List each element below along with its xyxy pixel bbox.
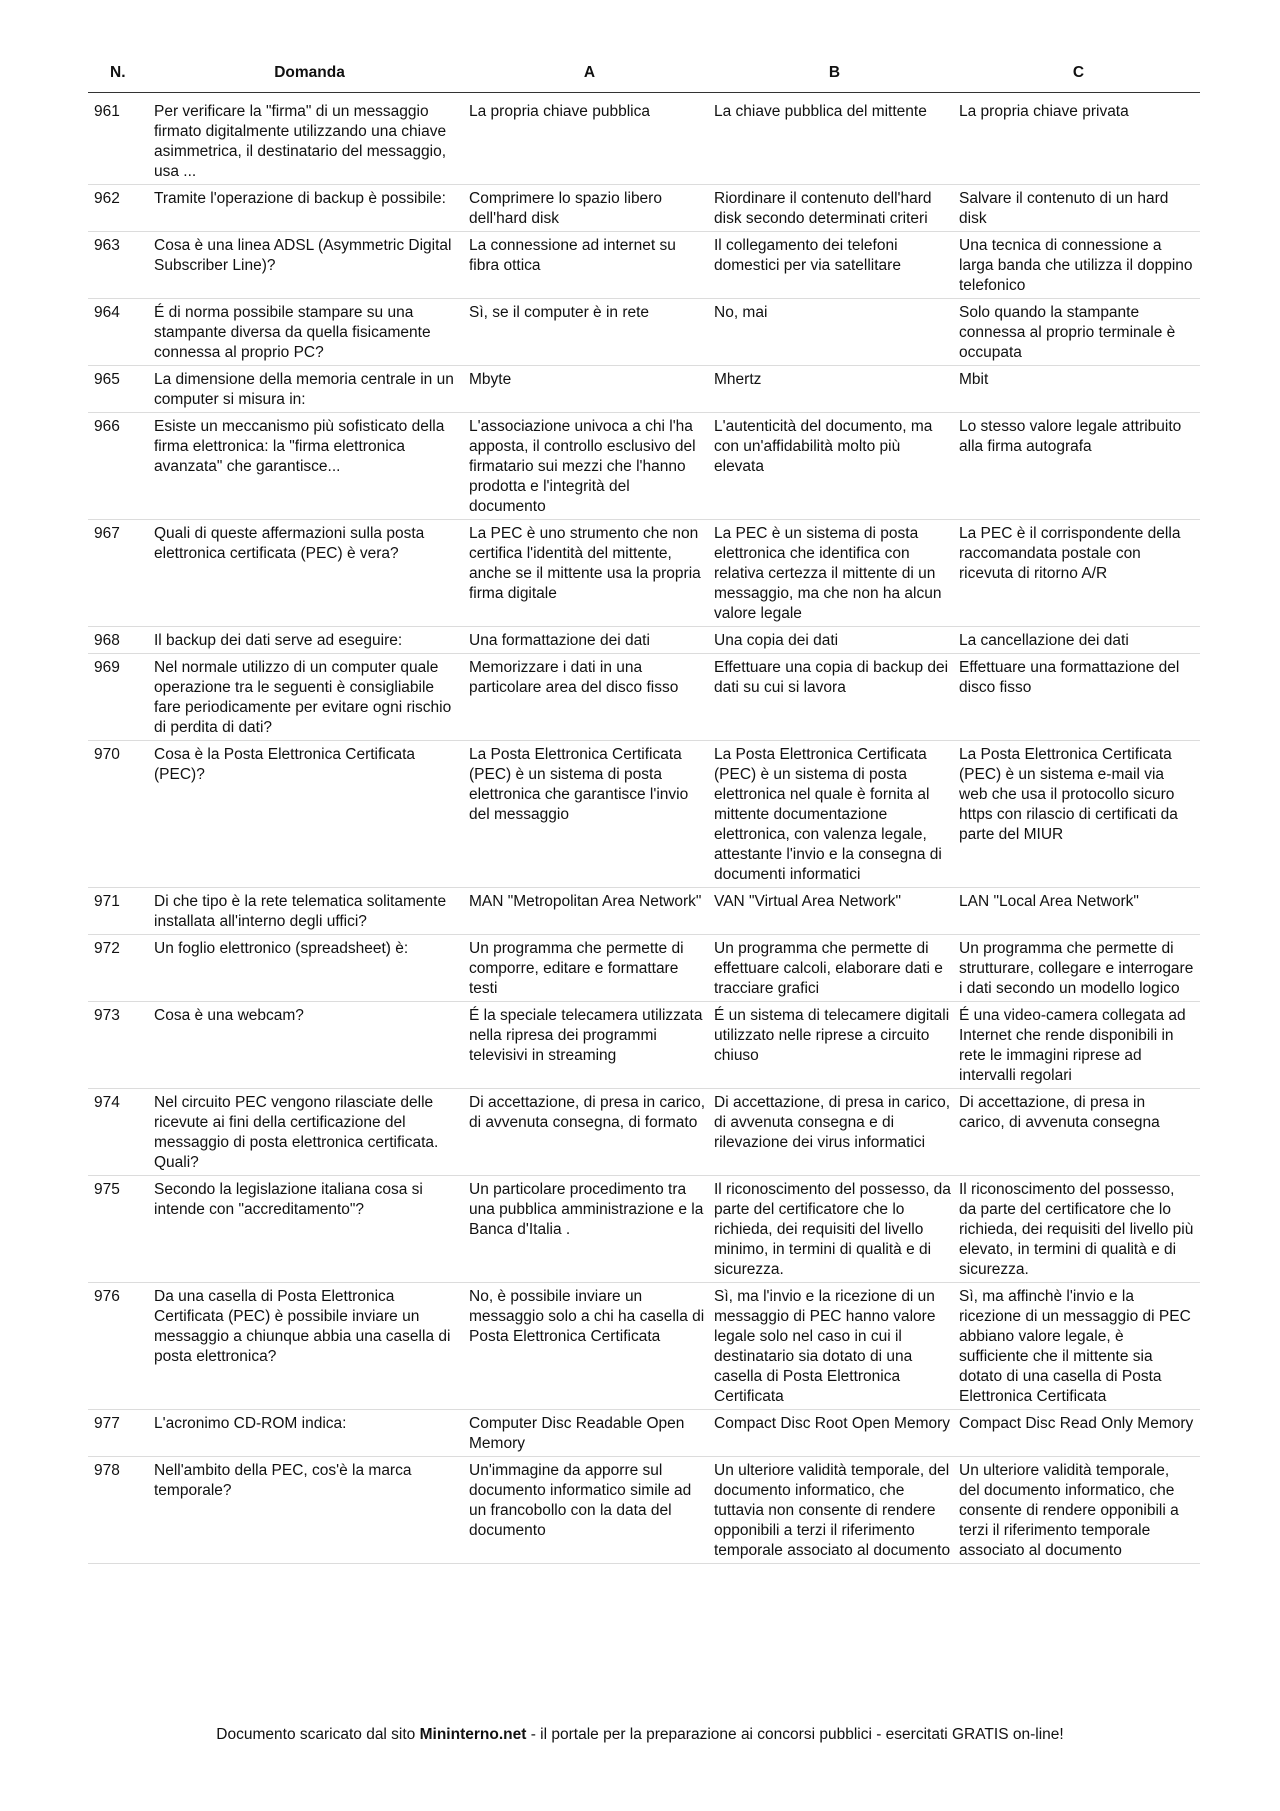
footer	[0, 1726, 1280, 1744]
question-text: É di norma possibile stampare su una stampante diversa da quella fisicamente connessa al proprio PC?	[152, 299, 467, 366]
question-text: Cosa è una linea ADSL (Asymmetric Digital Subscriber Line)?	[152, 232, 467, 299]
option-c: Lo stesso valore legale attribuito alla firma autografa	[957, 413, 1200, 520]
table-row	[88, 1002, 1200, 1089]
option-a: La connessione ad internet su fibra ottica	[467, 232, 712, 299]
option-b: Effettuare una copia di backup dei dati su cui si lavora	[712, 654, 957, 741]
option-a: Un'immagine da apporre sul documento informatico simile ad un francobollo con la data del documento	[467, 1457, 712, 1564]
option-b: Di accettazione, di presa in carico, di avvenuta consegna e di rilevazione dei virus informatici	[712, 1089, 957, 1176]
option-c: La cancellazione dei dati	[957, 627, 1200, 654]
table-row	[88, 413, 1200, 520]
table-row	[88, 1410, 1200, 1457]
table-row	[88, 1176, 1200, 1283]
question-number: 968	[88, 627, 152, 654]
table-row	[88, 1283, 1200, 1410]
option-a: La PEC è uno strumento che non certifica l'identità del mittente, anche se il mittente usa la propria firma digitale	[467, 520, 712, 627]
question-number: 974	[88, 1089, 152, 1176]
option-c: Il riconoscimento del possesso, da parte del certificatore che lo richieda, dei requisiti del livello più elevato, in termini di qualità e di sicurezza.	[957, 1176, 1200, 1283]
table-row	[88, 654, 1200, 741]
question-text: La dimensione della memoria centrale in un computer si misura in:	[152, 366, 467, 413]
header-number: N.	[88, 56, 152, 93]
table-row	[88, 741, 1200, 888]
option-c: Un programma che permette di strutturare, collegare e interrogare i dati secondo un modello logico	[957, 935, 1200, 1002]
question-text: Per verificare la "firma" di un messaggio firmato digitalmente utilizzando una chiave asimmetrica, il destinatario del messaggio, usa ...	[152, 93, 467, 185]
question-number: 962	[88, 185, 152, 232]
question-number: 963	[88, 232, 152, 299]
option-b: No, mai	[712, 299, 957, 366]
option-c: Effettuare una formattazione del disco fisso	[957, 654, 1200, 741]
question-text: Secondo la legislazione italiana cosa si intende con "accreditamento"?	[152, 1176, 467, 1283]
option-b: L'autenticità del documento, ma con un'affidabilità molto più elevata	[712, 413, 957, 520]
table-row	[88, 232, 1200, 299]
option-c: Di accettazione, di presa in carico, di avvenuta consegna	[957, 1089, 1200, 1176]
question-text: Nel circuito PEC vengono rilasciate delle ricevute ai fini della certificazione del messaggio di posta elettronica certificata. Quali?	[152, 1089, 467, 1176]
option-c: LAN "Local Area Network"	[957, 888, 1200, 935]
option-c: Solo quando la stampante connessa al proprio terminale è occupata	[957, 299, 1200, 366]
question-text: Di che tipo è la rete telematica solitamente installata all'interno degli uffici?	[152, 888, 467, 935]
table-row	[88, 366, 1200, 413]
option-a: MAN "Metropolitan Area Network"	[467, 888, 712, 935]
table-row	[88, 299, 1200, 366]
option-c: Mbit	[957, 366, 1200, 413]
question-text: Cosa è una webcam?	[152, 1002, 467, 1089]
table-row	[88, 627, 1200, 654]
footer-prefix: Documento scaricato dal sito	[216, 1726, 420, 1743]
question-number: 970	[88, 741, 152, 888]
option-c: Una tecnica di connessione a larga banda che utilizza il doppino telefonico	[957, 232, 1200, 299]
header-option-c: C	[957, 56, 1200, 93]
question-number: 972	[88, 935, 152, 1002]
option-b: La PEC è un sistema di posta elettronica che identifica con relativa certezza il mittente di un messaggio, ma che non ha alcun valore legale	[712, 520, 957, 627]
option-c: Salvare il contenuto di un hard disk	[957, 185, 1200, 232]
question-number: 969	[88, 654, 152, 741]
header-question: Domanda	[152, 56, 467, 93]
question-text: Esiste un meccanismo più sofisticato della firma elettronica: la "firma elettronica avanzata" che garantisce...	[152, 413, 467, 520]
option-a: Un particolare procedimento tra una pubblica amministrazione e la Banca d'Italia .	[467, 1176, 712, 1283]
option-a: La propria chiave pubblica	[467, 93, 712, 185]
option-c: Compact Disc Read Only Memory	[957, 1410, 1200, 1457]
option-b: Sì, ma l'invio e la ricezione di un messaggio di PEC hanno valore legale solo nel caso in cui il destinatario sia dotato di una casella di Posta Elettronica Certificata	[712, 1283, 957, 1410]
question-text: Nell'ambito della PEC, cos'è la marca temporale?	[152, 1457, 467, 1564]
option-c: Sì, ma affinchè l'invio e la ricezione di un messaggio di PEC abbiano valore legale, è sufficiente che il mittente sia dotato di una casella di Posta Elettronica Certificata	[957, 1283, 1200, 1410]
question-number: 965	[88, 366, 152, 413]
option-b: Un programma che permette di effettuare calcoli, elaborare dati e tracciare grafici	[712, 935, 957, 1002]
option-a: Un programma che permette di comporre, editare e formattare testi	[467, 935, 712, 1002]
option-b: VAN "Virtual Area Network"	[712, 888, 957, 935]
table-row	[88, 185, 1200, 232]
option-a: La Posta Elettronica Certificata (PEC) è un sistema di posta elettronica che garantisce l'invio del messaggio	[467, 741, 712, 888]
question-number: 978	[88, 1457, 152, 1564]
question-text: Un foglio elettronico (spreadsheet) è:	[152, 935, 467, 1002]
option-c: Un ulteriore validità temporale, del documento informatico, che consente di rendere opponibili a terzi il riferimento temporale associato al documento	[957, 1457, 1200, 1564]
option-b: Riordinare il contenuto dell'hard disk secondo determinati criteri	[712, 185, 957, 232]
option-c: La Posta Elettronica Certificata (PEC) è un sistema e-mail via web che usa il protocollo sicuro https con rilascio di certificati da parte del MIUR	[957, 741, 1200, 888]
question-text: Cosa è la Posta Elettronica Certificata (PEC)?	[152, 741, 467, 888]
header-row	[88, 56, 1200, 93]
option-b: La Posta Elettronica Certificata (PEC) è un sistema di posta elettronica nel quale è fornita al mittente documentazione elettronica, con valenza legale, attestante l'invio e la consegna di documenti informatici	[712, 741, 957, 888]
header-option-b: B	[712, 56, 957, 93]
option-a: Mbyte	[467, 366, 712, 413]
option-b: Un ulteriore validità temporale, del documento informatico, che tuttavia non consente di rendere opponibili a terzi il riferimento temporale associato al documento	[712, 1457, 957, 1564]
footer-site-name: Mininterno.net	[419, 1726, 527, 1743]
question-number: 977	[88, 1410, 152, 1457]
question-text: Il backup dei dati serve ad eseguire:	[152, 627, 467, 654]
question-number: 973	[88, 1002, 152, 1089]
question-number: 966	[88, 413, 152, 520]
option-a: Computer Disc Readable Open Memory	[467, 1410, 712, 1457]
question-text: Quali di queste affermazioni sulla posta elettronica certificata (PEC) è vera?	[152, 520, 467, 627]
header-option-a: A	[467, 56, 712, 93]
option-a: No, è possibile inviare un messaggio solo a chi ha casella di Posta Elettronica Certificata	[467, 1283, 712, 1410]
quiz-table	[88, 56, 1200, 1564]
option-b: Il riconoscimento del possesso, da parte del certificatore che lo richieda, dei requisiti del livello minimo, in termini di qualità e di sicurezza.	[712, 1176, 957, 1283]
question-number: 964	[88, 299, 152, 366]
table-row	[88, 935, 1200, 1002]
question-number: 967	[88, 520, 152, 627]
question-number: 971	[88, 888, 152, 935]
quiz-body	[88, 93, 1200, 1564]
option-a: Una formattazione dei dati	[467, 627, 712, 654]
option-c: La propria chiave privata	[957, 93, 1200, 185]
option-a: L'associazione univoca a chi l'ha apposta, il controllo esclusivo del firmatario sui mezzi che l'hanno prodotta e l'integrità del documento	[467, 413, 712, 520]
option-b: La chiave pubblica del mittente	[712, 93, 957, 185]
table-row	[88, 1089, 1200, 1176]
question-number: 975	[88, 1176, 152, 1283]
option-b: Mhertz	[712, 366, 957, 413]
option-c: É una video-camera collegata ad Internet che rende disponibili in rete le immagini riprese ad intervalli regolari	[957, 1002, 1200, 1089]
table-row	[88, 888, 1200, 935]
option-b: Compact Disc Root Open Memory	[712, 1410, 957, 1457]
footer-suffix: - il portale per la preparazione ai concorsi pubblici - esercitati GRATIS on-line!	[526, 1726, 1064, 1743]
option-a: É la speciale telecamera utilizzata nella ripresa dei programmi televisivi in streaming	[467, 1002, 712, 1089]
question-number: 976	[88, 1283, 152, 1410]
table-row	[88, 1457, 1200, 1564]
option-b: Una copia dei dati	[712, 627, 957, 654]
table-row	[88, 93, 1200, 185]
option-b: Il collegamento dei telefoni domestici per via satellitare	[712, 232, 957, 299]
question-text: Da una casella di Posta Elettronica Certificata (PEC) è possibile inviare un messaggio a chiunque abbia una casella di posta elettronica?	[152, 1283, 467, 1410]
option-c: La PEC è il corrispondente della raccomandata postale con ricevuta di ritorno A/R	[957, 520, 1200, 627]
question-text: L'acronimo CD-ROM indica:	[152, 1410, 467, 1457]
option-a: Di accettazione, di presa in carico, di avvenuta consegna, di formato	[467, 1089, 712, 1176]
option-a: Sì, se il computer è in rete	[467, 299, 712, 366]
question-text: Nel normale utilizzo di un computer quale operazione tra le seguenti è consigliabile fare periodicamente per evitare ogni rischio di perdita di dati?	[152, 654, 467, 741]
question-number: 961	[88, 93, 152, 185]
option-a: Memorizzare i dati in una particolare area del disco fisso	[467, 654, 712, 741]
question-text: Tramite l'operazione di backup è possibile:	[152, 185, 467, 232]
option-a: Comprimere lo spazio libero dell'hard disk	[467, 185, 712, 232]
table-row	[88, 520, 1200, 627]
option-b: É un sistema di telecamere digitali utilizzato nelle riprese a circuito chiuso	[712, 1002, 957, 1089]
